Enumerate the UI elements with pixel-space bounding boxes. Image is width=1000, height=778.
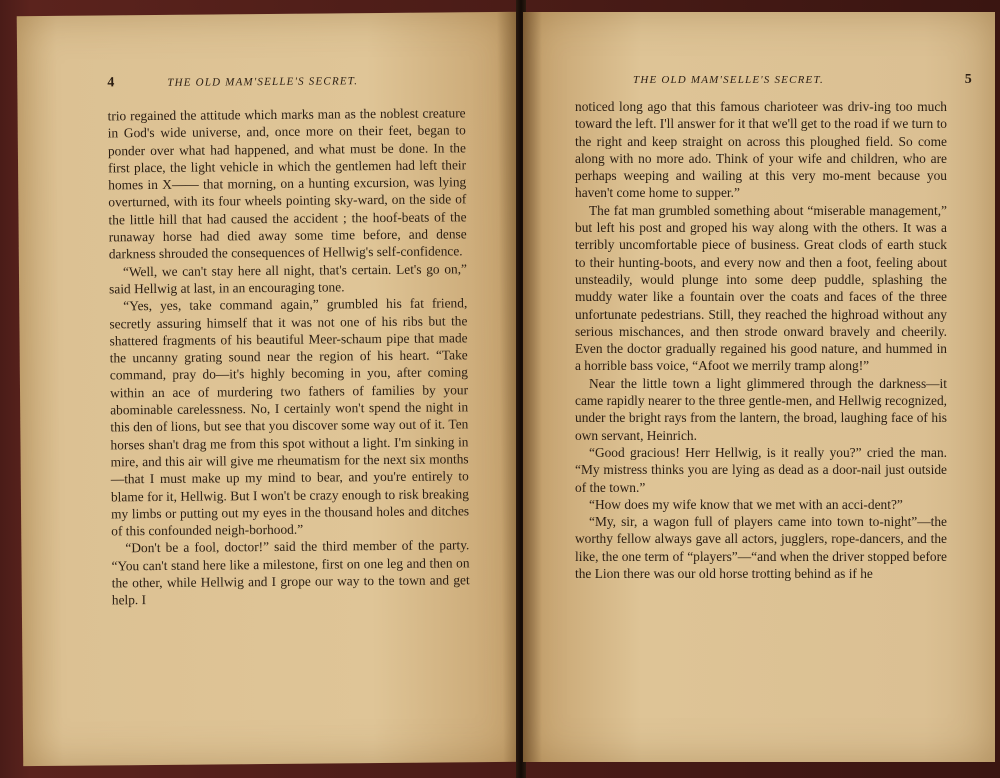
running-head: THE OLD MAM'SELLE'S SECRET. [633,74,824,86]
paragraph: “My, sir, a wagon full of players came into town to-night”—the worthy fellow always gave all actors, jugglers, rope-dancers, and the like, the one term of “players”—“and when the driver stopped before the Lion there was our old horse trotting behind as if he [575,514,947,582]
left-header [107,74,507,91]
paragraph: noticed long ago that this famous charioteer was driv-ing too much toward the left. I'll answer for it that we'll get to the road if we turn to the right and keep straight on across this ploughed field. So come along with no more ado. Think of your wife and children, who are perhaps weeping and wailing at this very mo-ment because you haven't come home to supper.” [575,99,947,201]
page-number: 5 [964,72,973,87]
paragraph: “Yes, yes, take command again,” grumbled his fat friend, secretly assuring himself that it was not one of his ribs but the shattered fragments of his beautiful Meer-schaum pipe that made the uncanny grating sound near the region of his heart. “Take command, pray do—it's highly becoming in you, after coming within an ace of murdering two fathers of families by your abominable carelessness. No, I certainly won't spend the night in this den of lions, but see that you discover some way out of it. Ten horses shan't drag me from this spot without a light. I'm sinking in mire, and this air will give me rheumatism for the next six months—that I must make up my mind to bear, and you're entirely to blame for it, Hellwig. But I won't be crazy enough to risk breaking my limbs or putting out my eyes in the thousand holes and ditches of this confounded neigh-borhood.” [109,295,470,539]
page-number: 4 [107,75,116,91]
left-body-text [108,104,470,609]
paragraph: The fat man grumbled something about “miserable management,” but left his post and groped his way along with the others. It was a terribly uncomfortable piece of business. Great clods of earth stuck to their hunting-boots, and every now and then a foot, feeling about unsteadily, would plunge into some deep puddle, splashing the muddy water like a fountain over the coats and faces of the three unfortunate pedestrians. Still, they reached the highroad without any serious mischances, and then strode onward bravely and cheerily. Even the doctor gradually regained his good nature, and hummed in a horrible bass voice, “Afoot we merrily tramp along!” [575,202,947,374]
paragraph: “How does my wife know that we met with an acci-dent?” [589,496,903,512]
paragraph: Near the little town a light glimmered through the darkness—it came rapidly nearer to the three gentle-men, and Hellwig recognized, under the bright rays from the lantern, the broad, laughing face of his own servant, Heinrich. [575,375,947,443]
paragraph: “Good gracious! Herr Hellwig, is it really you?” cried the man. “My mistress thinks you are lying as dead as a door-nail just outside of the town.” [575,444,947,495]
right-page [523,12,995,762]
right-body-text [575,98,947,582]
paragraph: “Well, we can't stay here all night, that's certain. Let's go on,” said Hellwig at last, in an encouraging tone. [109,260,468,297]
paragraph: “Don't be a fool, doctor!” said the third member of the party. “You can't stand here like a milestone, first on one leg and then on the other, while Hellwig and I grope our way to the town and get help. I [111,537,470,608]
left-page [17,12,524,766]
running-head: THE OLD MAM'SELLE'S SECRET. [167,75,359,89]
paragraph: trio regained the attitude which marks man as the noblest creature in God's wide universe, and, once more on their feet, began to ponder over what had happened, and what must be done. In the first place, the light vehicle in which the gentlemen had left their homes in X—— that morning, on a hunting excursion, was lying overturned, with its four wheels pointing sky-ward, on the side of the little hill that had caused the accident ; the hoof-beats of the runaway horse had died away some time before, and dense darkness shrouded the consequences of Hellwig's self-confidence. [107,105,467,262]
